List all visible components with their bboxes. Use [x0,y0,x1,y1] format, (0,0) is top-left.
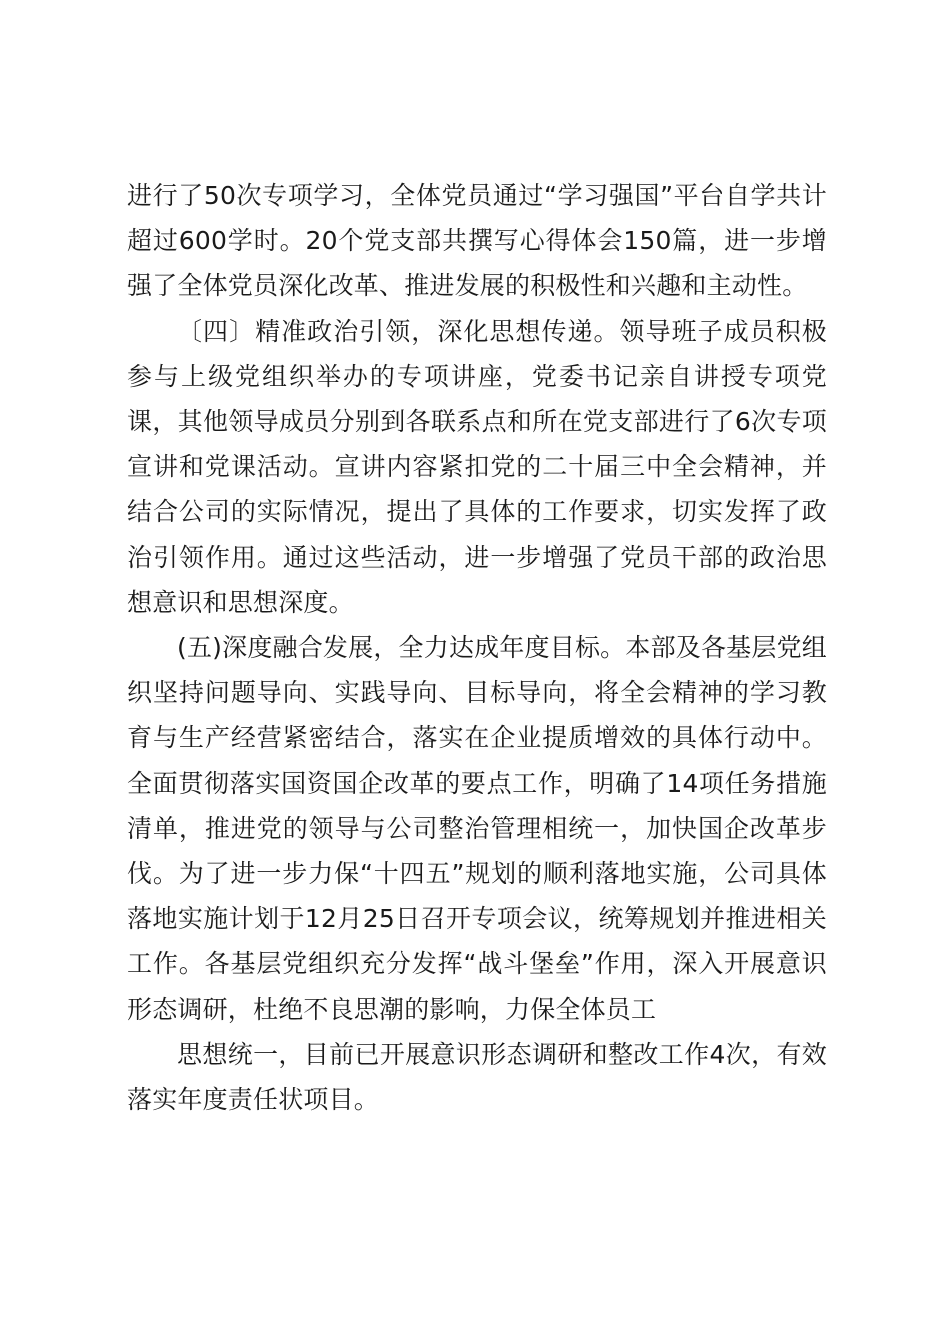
paragraph-integrated-development: (五)深度融合发展，全力达成年度目标。本部及各基层党组织坚持问题导向、实践导向、目标导向，将全会精神的学习教育与生产经营紧密结合，落实在企业提质增效的具体行动中。全面贯彻落实国资国企改革的要点工作，明确了14项任务措施清单，推进党的领导与公司整治管理相统一，加快国企改革步伐。为了进一步力保“十四五”规划的顺利落地实施，公司具体落地实施计划于12月25日召开专项会议，统筹规划并推进相关工作。各基层党组织充分发挥“战斗堡垒”作用，深入开展意识形态调研，杜绝不良思潮的影响，力保全体员工 [127,633,827,1024]
paragraph-study-summary: 进行了50次专项学习，全体党员通过“学习强国”平台自学共计超过600学时。20个党支部共撰写心得体会150篇，进一步增强了全体党员深化改革、推进发展的积极性和兴趣和主动性。 [127,181,827,301]
paragraph-ideological-unity: 思想统一，目前已开展意识形态调研和整改工作4次，有效落实年度责任状项目。 [127,1039,827,1115]
paragraph-political-leadership: 〔四〕精准政治引领，深化思想传递。领导班子成员积极参与上级党组织举办的专项讲座，党委书记亲自讲授专项党课，其他领导成员分别到各联系点和所在党支部进行了6次专项宣讲和党课活动。宣讲内容紧扣党的二十届三中全会精神，并结合公司的实际情况，提出了具体的工作要求，切实发挥了政治引领作用。通过这些活动，进一步增强了党员干部的政治思想意识和思想深度。 [127,316,827,617]
document-body [127,173,827,1122]
